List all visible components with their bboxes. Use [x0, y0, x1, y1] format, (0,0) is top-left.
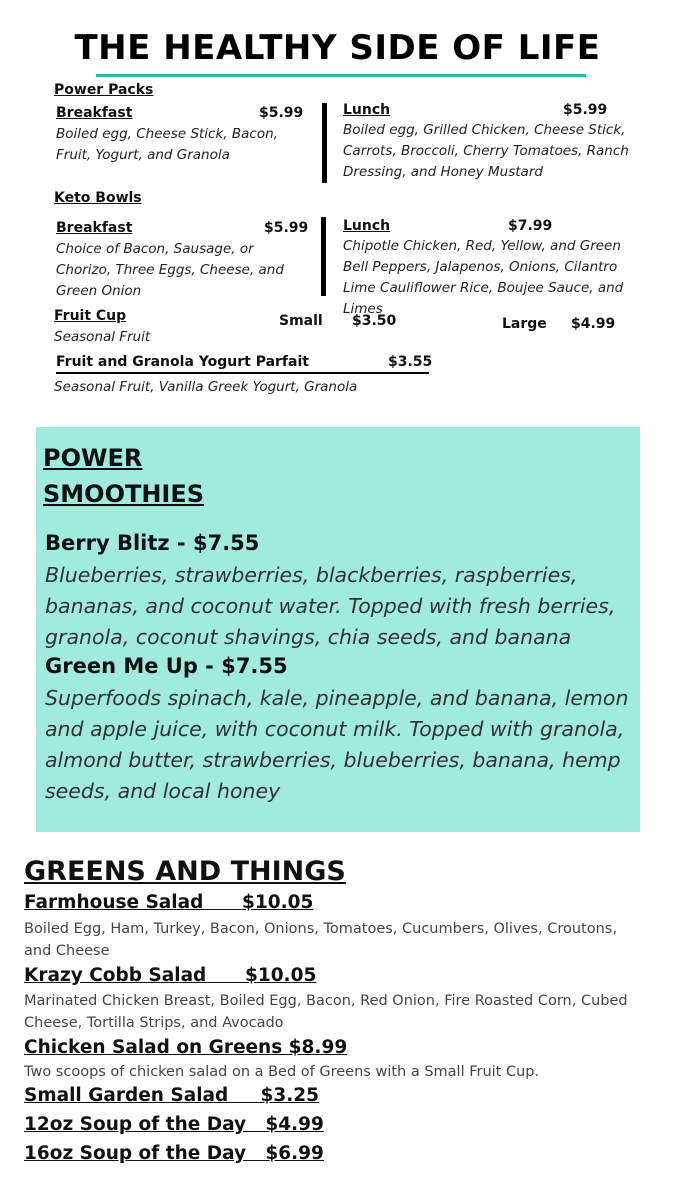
- column-divider: [321, 217, 326, 296]
- keto-lunch-price: $7.99: [508, 218, 553, 234]
- keto-breakfast-price: $5.99: [264, 220, 309, 236]
- greens-heading: GREENS AND THINGS: [24, 856, 346, 887]
- keto-breakfast-desc: Choice of Bacon, Sausage, or Chorizo, Three Eggs, Cheese, and Green Onion: [56, 241, 284, 299]
- column-divider: [322, 103, 327, 183]
- parfait-name: Fruit and Granola Yogurt Parfait: [56, 354, 309, 370]
- smoothie-name: Berry Blitz - $7.55: [45, 531, 260, 555]
- greens-item-name: 12oz Soup of the Day $4.99: [24, 1114, 324, 1135]
- fruit-cup-name: Fruit Cup: [54, 308, 127, 324]
- page-title: THE HEALTHY SIDE OF LIFE: [74, 28, 601, 68]
- fruit-cup-large-label: Large: [502, 316, 547, 332]
- smoothies-heading-line2: SMOOTHIES: [43, 480, 205, 508]
- greens-item-name: Farmhouse Salad $10.05: [24, 892, 314, 913]
- smoothie-name: Green Me Up - $7.55: [45, 654, 288, 678]
- parfait-price: $3.55: [388, 354, 433, 370]
- keto-bowls-heading: Keto Bowls: [54, 190, 142, 206]
- greens-item-desc: Two scoops of chicken salad on a Bed of Greens with a Small Fruit Cup.: [24, 1064, 540, 1080]
- keto-breakfast-name: Breakfast: [56, 220, 133, 236]
- greens-item-desc: Boiled Egg, Ham, Turkey, Bacon, Onions, Tomatoes, Cucumbers, Olives, Croutons, and Cheese: [24, 921, 617, 959]
- power-lunch-desc: Boiled egg, Grilled Chicken, Cheese Stick, Carrots, Broccoli, Cherry Tomatoes, Ranch Dressing, and Honey Mustard: [343, 122, 629, 180]
- greens-item-name: 16oz Soup of the Day $6.99: [24, 1143, 324, 1164]
- fruit-cup-large-price: $4.99: [571, 316, 616, 332]
- power-breakfast-name: Breakfast: [56, 105, 133, 121]
- power-breakfast-desc: Boiled egg, Cheese Stick, Bacon, Fruit, Yogurt, and Granola: [56, 126, 278, 163]
- smoothie-desc: Superfoods spinach, kale, pineapple, and banana, lemon and apple juice, with coconut milk. Topped with granola, almond butter, strawberries, blueberries, banana, hemp seeds, and local honey: [45, 686, 629, 803]
- keto-lunch-desc: Chipotle Chicken, Red, Yellow, and Green Bell Peppers, Jalapenos, Onions, Cilantro Lime Cauliflower Rice, Boujee Sauce, and Limes: [343, 238, 624, 317]
- fruit-cup-small-label: Small: [279, 313, 323, 329]
- power-breakfast-price: $5.99: [259, 105, 304, 121]
- fruit-cup-small-price: $3.50: [352, 313, 397, 329]
- greens-item-name: Small Garden Salad $3.25: [24, 1085, 319, 1106]
- greens-item-name: Chicken Salad on Greens $8.99: [24, 1037, 348, 1058]
- power-lunch-name: Lunch: [343, 102, 391, 118]
- keto-lunch-name: Lunch: [343, 218, 391, 234]
- title-underline: [96, 74, 586, 77]
- fruit-cup-desc: Seasonal Fruit: [54, 329, 151, 345]
- greens-item-desc: Marinated Chicken Breast, Boiled Egg, Bacon, Red Onion, Fire Roasted Corn, Cubed Cheese, Tortilla Strips, and Avocado: [24, 993, 628, 1031]
- greens-item-name: Krazy Cobb Salad $10.05: [24, 965, 317, 986]
- smoothie-desc: Blueberries, strawberries, blackberries, raspberries, bananas, and coconut water. Topped with fresh berries, granola, coconut shavings, chia seeds, and banana: [45, 563, 616, 649]
- power-lunch-price: $5.99: [563, 102, 608, 118]
- power-packs-heading: Power Packs: [54, 82, 154, 98]
- smoothies-heading-line1: POWER: [43, 444, 143, 472]
- parfait-desc: Seasonal Fruit, Vanilla Greek Yogurt, Granola: [54, 379, 358, 395]
